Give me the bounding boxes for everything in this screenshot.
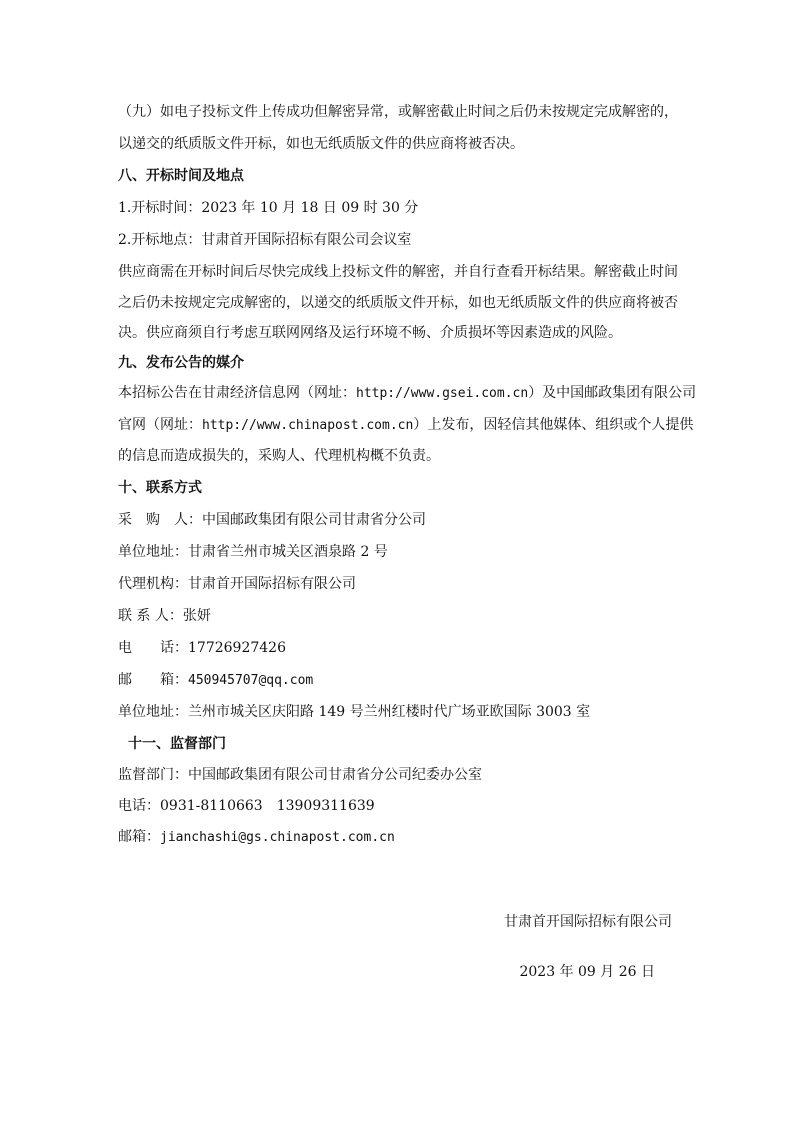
section8-heading: 八、开标时间及地点: [118, 168, 244, 184]
phone-number: 17726927426: [188, 640, 286, 656]
supervision-email-line: [118, 827, 395, 848]
section9-line1-text: 本招标公告在甘肃经济信息网（网址：: [118, 385, 356, 401]
purchaser-line: 采 购 人：中国邮政集团有限公司甘肃省分公司: [118, 512, 426, 528]
phone-label: 电 话：: [118, 640, 188, 656]
bid-opening-time: 1.开标时间：2023 年 10 月 18 日 09 时 30 分: [118, 200, 419, 216]
section8-para-line3: 决。供应商须自行考虑互联网网络及运行环境不畅、介质损坏等因素造成的风险。: [118, 325, 622, 341]
section9-line1-text-end: ）及中国邮政集团有限公司: [528, 385, 697, 401]
section11-heading: 十一、监督部门: [128, 736, 226, 752]
section9-line3: 的信息而造成损失的，采购人、代理机构概不负责。: [118, 448, 440, 464]
signature-date: 2023 年 09 月 26 日: [519, 964, 655, 980]
contact-person-line: 联 系 人：张妍: [118, 608, 211, 624]
item9-line1: （九）如电子投标文件上传成功但解密异常，或解密截止时间之后仍未按规定完成解密的，: [118, 104, 678, 120]
supervision-phone-line: 电话：0931-8110663 13909311639: [118, 798, 375, 814]
email-line: [118, 670, 313, 691]
section10-heading: 十、联系方式: [118, 480, 202, 496]
section9-line1: [118, 383, 696, 404]
agency-address-line: 单位地址：兰州市城关区庆阳路 149 号兰州红楼时代广场亚欧国际 3003 室: [118, 704, 591, 720]
supervision-email-label: 邮箱：: [118, 829, 160, 845]
section9-line2: [118, 415, 693, 436]
supervision-department-line: 监督部门：中国邮政集团有限公司甘肃省分公司纪委办公室: [118, 767, 482, 783]
agency-line: 代理机构：甘肃首开国际招标有限公司: [118, 576, 356, 592]
email-label: 邮 箱：: [118, 672, 188, 688]
signature-company: 甘肃首开国际招标有限公司: [504, 914, 672, 930]
supervision-email-link[interactable]: jianchashi@gs.chinapost.com.cn: [160, 830, 395, 845]
gsei-url-link[interactable]: http://www.gsei.com.cn: [356, 386, 529, 401]
item9-line2: 以递交的纸质版文件开标，如也无纸质版文件的供应商将被否决。: [118, 136, 524, 152]
section8-para-line2: 之后仍未按规定完成解密的，以递交的纸质版文件开标，如也无纸质版文件的供应商将被否: [118, 295, 678, 311]
section9-heading: 九、发布公告的媒介: [118, 355, 244, 371]
bid-opening-place: 2.开标地点：甘肃首开国际招标有限公司会议室: [118, 232, 412, 248]
chinapost-url-link[interactable]: http://www.chinapost.com.cn: [202, 418, 414, 433]
email-link[interactable]: 450945707@qq.com: [188, 673, 314, 688]
phone-line: [118, 638, 286, 658]
purchaser-address-line: 单位地址：甘肃省兰州市城关区酒泉路 2 号: [118, 544, 388, 560]
section9-line2-text: 官网（网址：: [118, 417, 202, 433]
section8-para-line1: 供应商需在开标时间后尽快完成线上投标文件的解密，并自行查看开标结果。解密截止时间: [118, 264, 678, 280]
section9-line2-text-end: ）上发布，因轻信其他媒体、组织或个人提供: [413, 417, 694, 433]
